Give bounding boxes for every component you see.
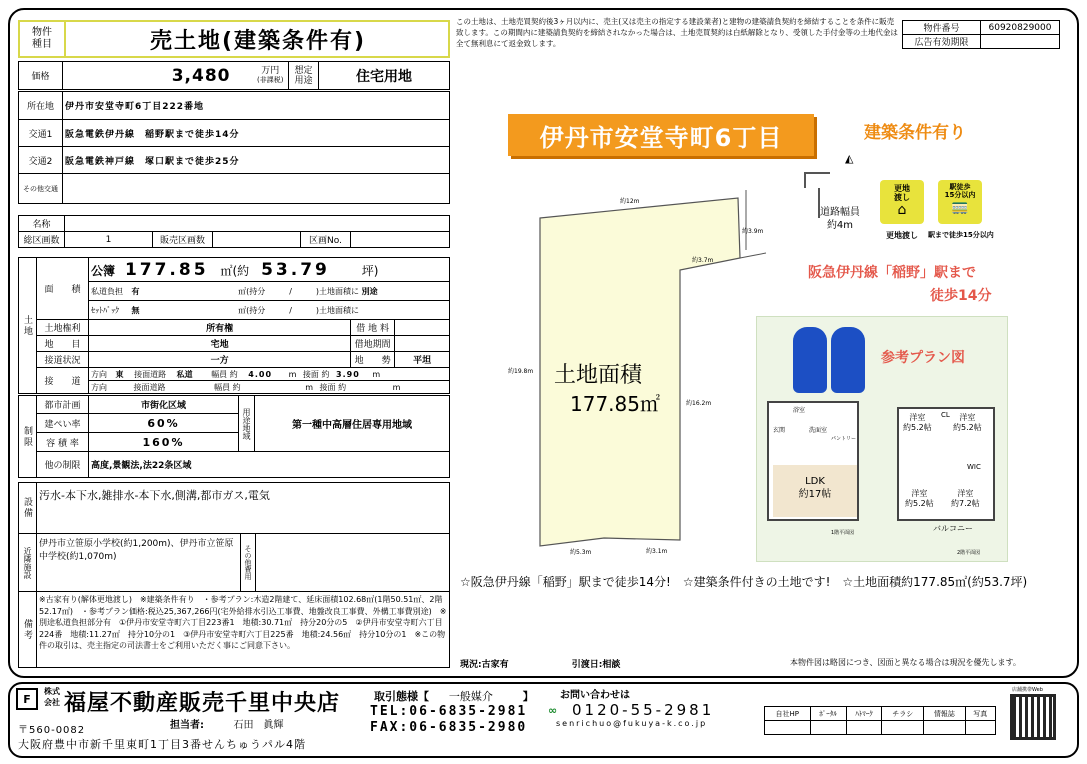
setback-row: [89, 301, 450, 320]
plan-bath: 浴室: [793, 407, 806, 414]
plan-wash: 洗面室: [809, 427, 828, 434]
qr-code: [1010, 694, 1056, 740]
price-label: 価格: [19, 62, 63, 90]
price-tax: (非課税): [257, 75, 284, 84]
dev-table: [18, 215, 450, 248]
deal-label: 取引態様【: [374, 690, 429, 703]
total-value: 1: [65, 232, 153, 248]
status-row: [460, 657, 620, 670]
plan-2f-label: 2階平面図: [957, 550, 981, 556]
car-icon-2: [831, 327, 865, 393]
status-delivery: 相談: [602, 660, 621, 670]
remarks-value: ※古家有り(解体更地渡し) ※建築条件有り ・参考プラン:木造2階建て、延床面積102.68㎡(1階50.51㎡、2階52.17㎡) ・参考プラン価格:税込25,367,266円(宅外給排水引込工事費、地盤改良工事費、外構工事費別途) ※別途私道負担部分有 ①伊丹市安堂寺町六丁目223番1 地積:30.71㎡ 持分20分の5 ②伊丹市安堂寺町六丁目224番 地積:11.27㎡ 持分10分の1 ③伊丹市安堂寺町六丁目225番 地積:24.56㎡ 持分10分の1 ※この物件の取引は、売主指定の司法書士をご利用いただく事にご同意下さい。: [37, 592, 450, 668]
road1-type-label: 接面道路: [134, 369, 167, 379]
area-big: 177.85㎡: [570, 392, 660, 416]
private-road-unit: ㎡(持分 / )土地面積に: [238, 286, 360, 296]
use-value: 住宅用地: [319, 62, 450, 90]
city-plan-label: 都市計画: [37, 396, 89, 414]
lease-term-label: 借地期間: [351, 336, 395, 352]
total-label: 総区画数: [19, 232, 65, 248]
headline-text: 伊丹市安堂寺町6丁目: [539, 123, 783, 152]
disclaimer: 本物件図は略図につき、図面と異なる場合は現況を優先します。: [790, 658, 1021, 667]
dim-left: 約19.8m: [508, 368, 534, 375]
coverage-label: 建ぺい率: [37, 414, 89, 433]
notice-text: この土地は、土地売買契約後3ヶ月以内に、売主(又は売主の指定する建設業者)と建物の建築請負契約を締結することを条件に販売致します。この期間内に建築請負契約を締結されなかった場合は、土地売買契約は白紙解除となり、受領した手付金等の土地代金は全て無利息にて返金致します。: [456, 17, 898, 48]
area-label: 面 積: [37, 258, 89, 320]
road1-front: 3.90: [336, 369, 360, 379]
plan-wic: WIC: [967, 463, 981, 471]
house-icon: ⌂: [897, 202, 907, 218]
terrain-value: 平坦: [395, 352, 450, 368]
road-line: [740, 253, 766, 258]
facilities-value: 汚水-本下水,雑排水-本下水,側溝,都市ガス,電気: [37, 483, 450, 534]
company-name: 福屋不動産販売千里中央店: [64, 690, 341, 716]
media-cell-1: [810, 721, 846, 735]
use-area-label: 用途地域: [239, 396, 255, 452]
train-icon: 🚃: [951, 199, 969, 215]
sale-label: 販売区画数: [153, 232, 213, 248]
plan-genkan: 玄関: [773, 427, 786, 434]
terrain-label: 地 勢: [351, 352, 395, 368]
price: 3,480: [171, 65, 231, 86]
price-value: [63, 62, 253, 90]
road1-dir: 東: [115, 369, 124, 379]
use-label: 想定 用途: [289, 62, 319, 90]
company-postal: 〒560-0082: [18, 725, 86, 736]
dim-right: 約16.2m: [686, 400, 712, 407]
contact-label: 接道状況: [37, 352, 89, 368]
area-tsubo-unit: 坪): [361, 263, 379, 278]
private-road-value: 有: [131, 286, 140, 296]
facilities-table: [18, 482, 450, 534]
other-restriction-value: 高度,景観法,法22条区域: [89, 452, 450, 478]
condition-label: 建築条件有り: [864, 123, 966, 143]
sale-value: [213, 232, 301, 248]
lease-fee-label: 借 地 料: [351, 320, 395, 336]
lease-term-value: [395, 336, 450, 352]
category-label: 地 目: [37, 336, 89, 352]
station-walk: 徒歩14分: [930, 288, 992, 304]
basic-table: [18, 61, 450, 90]
media-label-3: チラシ: [882, 707, 924, 721]
plan-room4: 洋室 約7.2帖: [951, 489, 980, 508]
use-area-value: 第一種中高層住居専用地域: [255, 396, 450, 452]
nearby-value: 伊丹市立笹原小学校(約1,200m)、伊丹市立笹原中学校(約1,070m): [37, 534, 241, 592]
road1-row: [89, 368, 450, 381]
property-no-value: 60920829000: [981, 21, 1060, 35]
north-icon: ◭: [845, 152, 854, 165]
type-label: 物件 種目: [20, 22, 66, 56]
area-unit: ㎡(約: [220, 263, 250, 278]
plan-room3: 洋室 約5.2帖: [905, 489, 934, 508]
media-label-4: 情報誌: [924, 707, 966, 721]
media-cell-4: [924, 721, 966, 735]
plan-room2: 洋室 約5.2帖: [953, 413, 982, 432]
media-label-2: ﾊﾄﾏｰｸ: [846, 707, 882, 721]
other-transit-label: その他交通: [19, 174, 63, 204]
remarks-table: [18, 591, 450, 668]
category-value: 宅地: [89, 336, 351, 352]
badge-station-caption: 駅まで徒歩15分以内: [928, 231, 994, 239]
inquiry-label: お問い合わせは: [560, 690, 630, 701]
car-icon-1: [793, 327, 827, 393]
zoning-section-label: 制限: [19, 396, 37, 478]
road-label: 接 道: [37, 368, 89, 394]
rights-label: 土地権利: [37, 320, 89, 336]
station-line: 阪急伊丹線「稲野」駅まで: [808, 265, 976, 281]
road-edge-mark: [804, 172, 830, 188]
media-cell-5: [965, 721, 995, 735]
property-no-table: [902, 20, 1060, 49]
setback-label: ｾｯﾄﾊﾞｯｸ: [91, 305, 119, 315]
dim-right-upper: 約3.9m: [742, 228, 764, 235]
media-cell-3: [882, 721, 924, 735]
remarks-label: 備考: [19, 592, 37, 668]
badge-sarachi-text: 更地 渡し: [894, 184, 910, 202]
road2-type-label: 接面道路: [133, 382, 166, 392]
dev-name-label: 名称: [19, 216, 65, 232]
far-value: 160%: [89, 433, 239, 452]
lot-label: 区画No.: [301, 232, 351, 248]
floor-plan: [756, 316, 1008, 562]
facilities-label: 設備: [19, 483, 37, 534]
qr-caption: 店舗携帯Web: [1012, 687, 1043, 693]
plan-pantry: パントリー: [831, 436, 857, 442]
company-tel: TEL:06-6835-2981: [370, 704, 528, 719]
road1-width-label: 幅員 約: [211, 369, 238, 379]
company-address: 大阪府豊中市新千里東町1丁目3番せんちゅうパル4階: [18, 738, 306, 751]
plan-2f: [897, 407, 995, 521]
company-kabu: 株式 会社: [44, 687, 60, 707]
road1-front-m: m: [372, 369, 381, 379]
plan-balcony: バルコニー: [933, 524, 973, 533]
deal-row: [374, 688, 534, 704]
city-plan-value: 市街化区域: [89, 396, 239, 414]
status-current: 古家有: [481, 660, 509, 670]
ad-expiry-label: 広告有効期限: [903, 35, 981, 49]
dim-top: 約12m: [620, 198, 640, 205]
media-cell-0: [765, 721, 811, 735]
location-label: 所在地: [19, 92, 63, 120]
area-kind: 公簿: [91, 263, 116, 278]
plan-ldk: LDK 約17帖: [773, 465, 857, 517]
road2-width-label: 幅員 約: [214, 382, 241, 392]
type-value: 売土地(建築条件有): [149, 28, 367, 54]
road1-front-label: 接面 約: [302, 369, 330, 379]
transit2-value: 阪急電鉄神戸線 塚口駅まで徒歩25分: [63, 147, 450, 174]
plan-1f: [767, 401, 859, 521]
person-label: 担当者:: [170, 720, 204, 731]
road2-front-label: 接面 約: [319, 382, 347, 392]
company-fax: FAX:06-6835-2980: [370, 720, 528, 735]
media-label-5: 写真: [965, 707, 995, 721]
nearby-table: [18, 533, 450, 592]
nearby-label: 近隣施設: [19, 534, 37, 592]
media-cell-2: [846, 721, 882, 735]
transit1-label: 交通1: [19, 120, 63, 147]
media-label-1: ﾎﾟｰﾀﾙ: [810, 707, 846, 721]
free-dial: 0120-55-2981: [572, 701, 715, 719]
private-road-note: 別途: [361, 286, 378, 296]
status-current-label: 現況:: [460, 660, 482, 670]
dev-name-value: [65, 216, 450, 232]
transit1-value: 阪急電鉄伊丹線 稲野駅まで徒歩14分: [63, 120, 450, 147]
badge-sarachi: [880, 180, 924, 224]
other-cost-value: [256, 534, 450, 592]
ad-expiry-value: [981, 35, 1060, 49]
road2-front-m: m: [392, 382, 401, 392]
contact-value: 一方: [89, 352, 351, 368]
lot-value: [351, 232, 450, 248]
location-value: 伊丹市安堂寺町6丁目222番地: [63, 92, 450, 120]
plan-room1: 洋室 約5.2帖: [903, 413, 932, 432]
road1-dir-label: 方向: [91, 369, 107, 379]
property-no-label: 物件番号: [903, 21, 981, 35]
setback-unit: ㎡(持分 / )土地面積に: [238, 305, 360, 315]
company-email: senrichuo@fukuya-k.co.jp: [556, 719, 708, 728]
free-dial-icon: ∞: [548, 704, 558, 717]
dim-bottom-right: 約3.1m: [646, 548, 668, 555]
road1-type: 私道: [176, 369, 193, 379]
dim-bottom: 約5.3m: [570, 549, 592, 556]
location-table: [18, 91, 450, 204]
badge-station: [938, 180, 982, 224]
plan-title: 参考プラン図: [881, 350, 965, 366]
badge-sarachi-caption: 更地渡し: [886, 231, 918, 240]
other-restriction-label: 他の制限: [37, 452, 89, 478]
setback-value: 無: [131, 305, 140, 315]
status-delivery-label: 引渡日:: [571, 660, 603, 670]
person-row: [170, 716, 283, 731]
area-number: 177.85: [124, 259, 209, 280]
private-road-row: [89, 282, 450, 301]
highlights: ☆阪急伊丹線「稲野」駅まで徒歩14分! ☆建築条件付きの土地です! ☆土地面積約177.85㎡(約53.7坪): [460, 575, 1028, 589]
transit2-label: 交通2: [19, 147, 63, 174]
badge-station-text: 駅徒歩 15分以内: [944, 183, 976, 199]
land-table: [18, 257, 450, 394]
private-road-label: 私道負担: [91, 286, 123, 296]
road2-dir-label: 方向: [91, 382, 107, 392]
dim-road: 約3.7m: [692, 257, 714, 264]
zoning-table: [18, 395, 450, 478]
area-value: [89, 258, 450, 282]
lease-fee-value: [395, 320, 450, 336]
coverage-value: 60%: [89, 414, 239, 433]
plan-1f-label: 1階平面図: [831, 530, 855, 536]
land-section-label: 土地: [19, 258, 37, 394]
road-width-label: 道路幅員 約4m: [820, 207, 860, 231]
media-table: [764, 706, 996, 735]
plan-cl: CL: [941, 411, 950, 419]
price-unit-text: 万円: [261, 65, 280, 76]
deal-value: 一般媒介: [448, 690, 493, 703]
road2-row: [89, 381, 450, 394]
price-unit: [253, 62, 289, 90]
rights-value: 所有権: [89, 320, 351, 336]
area-tsubo: 53.79: [261, 259, 330, 280]
other-cost-label: その他費用: [241, 534, 256, 592]
company-logo-icon: F: [16, 688, 38, 710]
area-title: 土地面積: [554, 363, 643, 388]
other-transit-value: [63, 174, 450, 204]
far-label: 容 積 率: [37, 433, 89, 452]
media-label-0: 自社HP: [765, 707, 811, 721]
type-box: [18, 20, 450, 58]
road1-width: 4.00: [248, 369, 273, 379]
person-name: 石田 眞輝: [233, 720, 284, 731]
road2-m: m: [305, 382, 313, 392]
road1-m: m: [288, 369, 297, 379]
deal-end: 】: [522, 690, 534, 703]
